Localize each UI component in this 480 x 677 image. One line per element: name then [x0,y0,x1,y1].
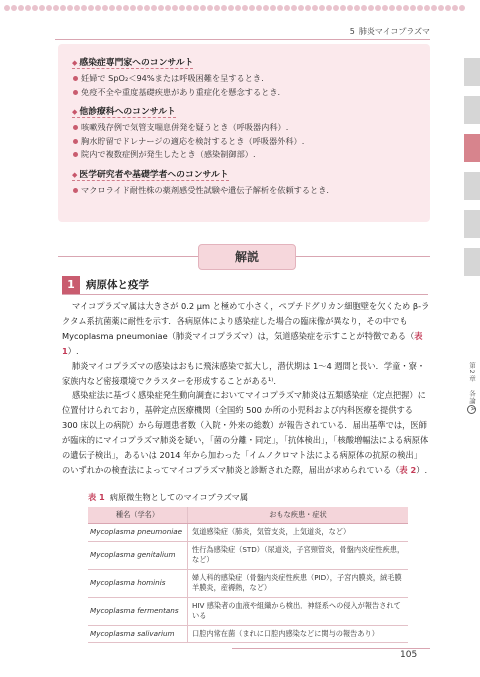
species-cell: Mycoplasma fermentans [88,597,188,625]
consult-heading-text: 医学研究者や基礎学者へのコンサルト [79,169,229,180]
table-1-ref[interactable]: 表 1 [62,330,423,356]
page-number: 105 [400,650,418,660]
consult-heading-text: 他診療科へのコンサルト [79,107,176,118]
side-tab-4[interactable] [464,172,480,200]
table-label: 表 1 [88,492,105,502]
consult-item: 咳嗽残存例で気管支喘息併発を疑うとき（呼吸器内科）. [72,121,422,135]
consult-box [58,44,430,222]
p1-end: ）. [67,345,79,356]
consult-item: 胸水貯留でドレナージの適応を検討するとき（呼吸器外科）. [72,135,422,149]
table-row [88,524,408,542]
table-caption [88,492,248,503]
table-2-ref[interactable]: 表 2 [399,464,417,475]
section-title: 病原体と疫学 [86,279,149,291]
table-row [88,597,408,625]
consult-item: 妊婦で SpO₂＜94%または呼吸困難を呈するとき. [72,72,422,86]
diamond-icon: ◆ [72,108,78,117]
table-row [88,625,408,643]
body-text [62,299,430,478]
consult-content [72,50,422,198]
chapter-number: 5 [349,27,355,36]
side-tab-1[interactable] [464,58,480,86]
disease-cell: HIV 感染者の血液や組織から検出．神経系への侵入が報告されている [188,597,409,625]
species-table [88,507,408,643]
consult-item: 院内で複数症例が発生したとき（感染制御部）. [72,148,422,162]
kaisetsu-heading: 解説 [198,244,296,270]
table-row [88,541,408,569]
species-cell: Mycoplasma hominis [88,569,188,597]
side-label-text: 第2章 各論 [468,362,476,405]
side-tab-6[interactable] [464,248,480,276]
p3-text: 感染症法に基づく感染症発生動向調査においてマイコプラズマ肺炎は五類感染症（定点把握）に位置付けられており，基幹定点医療機関（全国約 500 か所の小児科および内科医療を提供する 300 床以上の病院）から毎週患者数（入院・外来の総数）が報告されている．届出基準では，医師が臨床的にマイコプラズマ肺炎を疑い，「菌の分離・同定」，「抗体検出」，「核酸増幅法による病原体の遺伝子検出」，あるいは 2014 年から加わった「イムノクロマト法による病原体の抗原の検出」のいずれかの検査法によってマイコプラズマ肺炎と診断された際，届出が求められている（ [62,390,429,475]
table-caption-text: 病原微生物としてのマイコプラズマ属 [109,492,249,502]
side-tab-3-active[interactable] [464,134,480,162]
diamond-icon: ◆ [72,59,78,67]
consult-heading [72,167,229,181]
paragraph-1 [62,299,430,359]
side-tab-2[interactable] [464,96,480,124]
species-cell: Mycoplasma salivarium [88,625,188,643]
consult-item: マクロライド耐性株の薬剤感受性試験や遺伝子解析を依頼するとき. [72,184,422,198]
consult-item: 免疫不全や重度基礎疾患があり重症化を懸念するとき. [72,86,422,100]
side-label-circle: A [467,405,476,414]
chapter-title: 肺炎マイコプラズマ [358,27,430,36]
species-cell: Mycoplasma genitalium [88,541,188,569]
section-heading [62,276,428,295]
diamond-icon: ◆ [72,170,78,179]
side-tab-5[interactable] [464,210,480,238]
disease-cell: 気道感染症（肺炎，気管支炎，上気道炎，など） [188,524,409,542]
p3-end: ）. [416,464,428,475]
footer-divider [232,648,430,649]
consult-heading [72,104,176,118]
decorative-dots [4,5,465,11]
species-cell: Mycoplasma pneumoniae [88,524,188,542]
table-row [88,569,408,597]
paragraph-3 [62,388,430,477]
disease-cell: 性行為感染症（STD）（尿道炎，子宮頸管炎，骨盤内炎症性疾患，など） [188,541,409,569]
section-number: 1 [62,276,80,294]
disease-cell: 婦人科的感染症（骨盤内炎症性疾患（PID），子宮内膜炎，絨毛膜羊膜炎，産褥熱，など） [188,569,409,597]
paragraph-2: 肺炎マイコプラズマの感染はおもに飛沫感染で拡大し，潜伏期は 1～4 週間と長い．学童・寮・家族内など密接環境でクラスターを形成することがある¹⁾. [62,360,426,386]
consult-heading-text: 感染症専門家へのコンサルト [79,58,194,68]
disease-cell: 口腔内常在菌（まれに口腔内感染などに関与の報告あり） [188,625,409,643]
table-header-species: 種名（学名） [88,507,188,524]
consult-heading [72,55,193,69]
running-header [55,26,430,40]
p1-text: マイコプラズマ属は大きさが 0.2 μm と極めて小さく，ペプチドグリカン細胞壁を欠くため β-ラクタム系抗菌薬に耐性を示す．各病原体により感染症した場合の臨床像が異なり，その中でも Mycoplasma pneumoniae（肺炎マイコプラズマ）は，気道感染症を示すことが特徴である（ [62,301,430,341]
table-header-disease: おもな疾患・症状 [188,507,409,524]
side-chapter-label [467,362,477,414]
